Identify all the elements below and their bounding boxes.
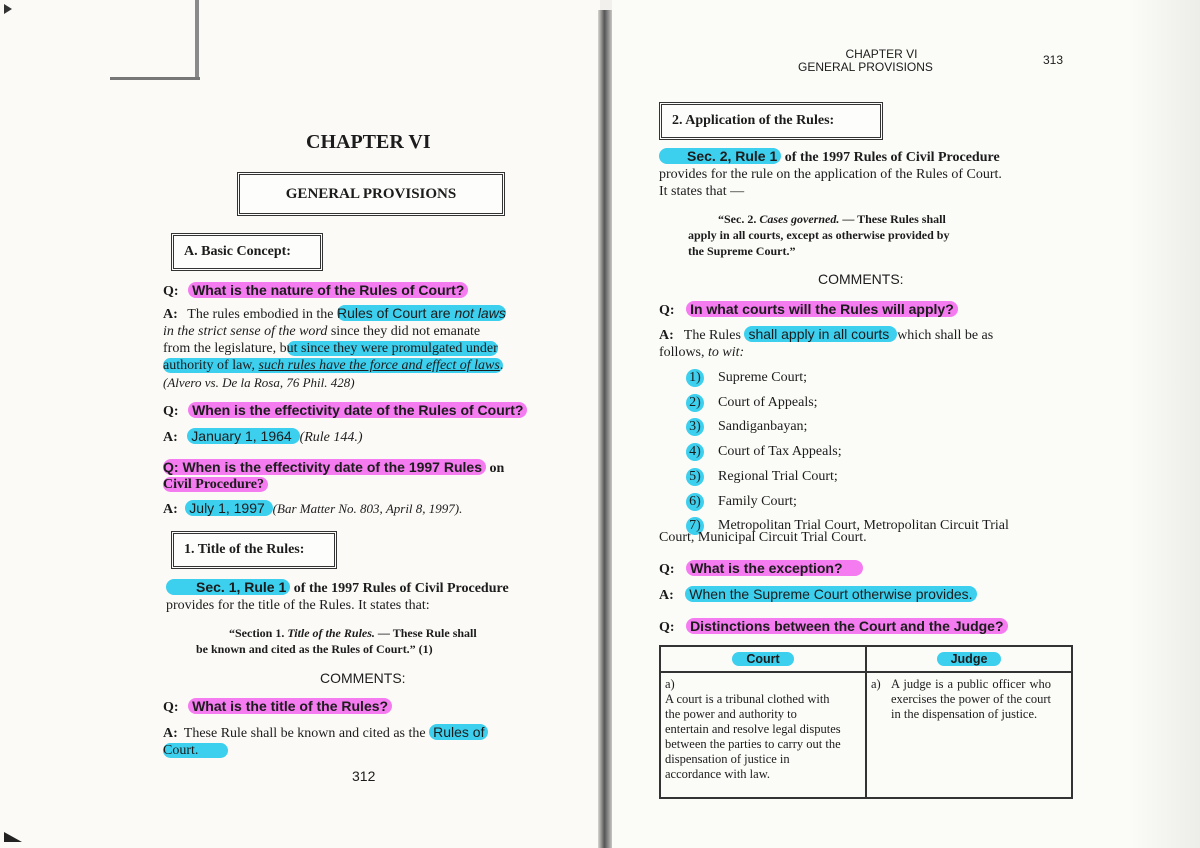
q-text: When is the effectivity date of the 1997 Rules [182, 459, 482, 475]
subsection-1-title: 1. Title of the Rules: [184, 542, 305, 557]
q-label: Q: [163, 404, 179, 419]
citation: (Rule 144.) [299, 430, 363, 445]
court-name: Supreme Court; [718, 370, 808, 385]
court-item [686, 415, 1009, 440]
table-header-court [660, 646, 866, 672]
a-label: A: [163, 726, 178, 741]
q-text: on [485, 461, 505, 476]
page-number-right: 313 [1043, 53, 1064, 67]
a-highlight: shall apply in all courts [744, 326, 897, 342]
courts-list [686, 366, 1009, 539]
court-item [686, 366, 1009, 391]
answer-1997-effectivity [163, 500, 462, 518]
running-header [798, 47, 933, 74]
subsection-a-box [171, 233, 323, 271]
citation: (Bar Matter No. 803, April 8, 1997). [272, 501, 463, 516]
q-label: Q: [659, 562, 675, 577]
sec-text: It states that — [659, 184, 745, 199]
sec-text: provides for the rule on the application of the Rules of Court. [659, 167, 1002, 182]
quote-text: — These Rules shall [839, 212, 946, 226]
a-highlight: Court. [163, 743, 228, 758]
question-exception [659, 560, 863, 578]
a-highlight: Rules of Court are [336, 305, 455, 321]
table-cell-court [660, 672, 866, 798]
a-label: A: [163, 430, 178, 445]
sec-highlight: Sec. 2, Rule 1 [659, 148, 781, 164]
quote-text: “Sec. 2. [718, 212, 760, 226]
court-name: Regional Trial Court; [718, 468, 838, 484]
a-highlight: January 1, 1964 [187, 428, 299, 444]
q-text: When is the effectivity date of the Rules of Court? [188, 402, 527, 418]
quote-text: apply in all courts, except as otherwise provided by [688, 228, 950, 242]
scan-edge [110, 77, 200, 80]
section-title-box [237, 172, 505, 216]
q-text: Distinctions between the Court and the Judge? [686, 618, 1007, 634]
court-name: Family Court; [718, 493, 797, 509]
cell-letter: a) [871, 677, 881, 691]
a-highlight: When the Supreme Court otherwise provides. [685, 586, 976, 602]
q-label: Q: [659, 620, 675, 635]
answer-title [163, 724, 488, 759]
a-text: from the legislature, b [163, 341, 287, 356]
court-item [686, 440, 1009, 465]
answer-nature [163, 305, 506, 391]
a-highlight: not laws [454, 305, 506, 321]
sec-text: of the 1997 Rules of Civil Procedure [781, 150, 1000, 165]
quote-section1 [196, 625, 477, 657]
court-item [686, 465, 1009, 490]
subsection-a-title: A. Basic Concept: [184, 244, 291, 259]
a-label: A: [659, 328, 674, 343]
section-title: GENERAL PROVISIONS [285, 186, 457, 202]
sec-highlight: Sec. 1, Rule 1 [166, 579, 290, 595]
a-text: since they did not emanate [327, 324, 481, 339]
page-edge [1130, 0, 1200, 848]
quote-text: Cases governed. [759, 212, 840, 226]
court-number: 3) [686, 418, 704, 436]
q-label: Q: [163, 459, 179, 475]
header-label: Judge [937, 652, 1002, 666]
a-label: A: [163, 307, 178, 322]
answer-exception [659, 586, 977, 604]
citation: (Alvero vs. De la Rosa, 76 Phil. 428) [163, 375, 355, 390]
q-text: What is the nature of the Rules of Court? [188, 282, 468, 298]
sec-text: provides for the title of the Rules. It states that: [166, 598, 430, 613]
a-text: The rules embodied in the [187, 307, 337, 322]
cell-text: A judge is a public officer who exercises the power of the court in the dispensation of justice. [891, 677, 1051, 721]
court-number: 6) [686, 493, 704, 511]
court-number: 7) [686, 517, 704, 535]
quote-section2 [688, 211, 949, 259]
q-label: Q: [659, 303, 675, 318]
question-courts [659, 301, 958, 319]
question-1997-effectivity [163, 459, 504, 493]
page-number-left: 312 [352, 768, 376, 784]
q-label: Q: [163, 284, 179, 299]
answer-courts [659, 326, 993, 361]
quote-text: Title of the Rules. [287, 626, 375, 640]
a-highlight: . [499, 358, 504, 373]
a-text: The Rules [683, 328, 745, 343]
a-label: A: [163, 502, 178, 517]
court-item [686, 490, 1009, 515]
question-title [163, 698, 392, 716]
a-text: which shall be as [897, 328, 994, 343]
subsection-1-box [171, 531, 337, 569]
cell-text: A court is a tribunal clothed with the power and authority to entertain and resolve legal disputes between the parties to carry out the dispensation of justice in accordance with law. [665, 692, 841, 781]
court-judge-table [659, 645, 1073, 799]
q-text: What is the exception? [686, 560, 862, 576]
comments-heading: COMMENTS: [818, 271, 904, 287]
court-item-continued: Court, Municipal Circuit Trial Court. [659, 530, 867, 545]
q-text: In what courts will the Rules will apply? [686, 301, 958, 317]
question-effectivity [163, 402, 527, 420]
a-text: to wit: [708, 345, 745, 360]
quote-text: the Supreme Court.” [688, 244, 796, 258]
scan-mark [4, 832, 22, 842]
table-header-judge [866, 646, 1072, 672]
court-name: Court of Tax Appeals; [718, 444, 842, 460]
q-text: Civil Procedure? [163, 477, 268, 492]
court-name: Court of Appeals; [718, 394, 818, 410]
court-name: Metropolitan Trial Court, Metropolitan Circuit Trial [718, 518, 1009, 534]
table-cell-judge [866, 672, 1072, 798]
sec1-paragraph [166, 579, 509, 614]
a-label: A: [659, 588, 674, 603]
quote-text: “Section 1. [229, 626, 288, 640]
header-line: GENERAL PROVISIONS [798, 60, 933, 74]
court-number: 2) [686, 394, 704, 412]
a-highlight: authority of law, [163, 358, 259, 373]
a-text: follows, [659, 345, 708, 360]
q-text: What is the title of the Rules? [188, 698, 392, 714]
header-label: Court [732, 652, 793, 666]
subsection-2-box [659, 102, 883, 140]
a-highlight: ut since they were promulgated under [286, 341, 498, 356]
court-number: 4) [686, 443, 704, 461]
quote-text: be known and cited as the Rules of Court.” (1) [196, 642, 433, 656]
a-text: in the strict sense of the word [163, 324, 328, 339]
scan-edge [195, 0, 199, 78]
q-label: Q: [163, 700, 179, 715]
answer-effectivity [163, 428, 363, 446]
court-number: 5) [686, 468, 704, 486]
scan-mark [4, 4, 12, 14]
sec-text: of the 1997 Rules of Civil Procedure [290, 581, 509, 596]
a-highlight: such rules have the force and effect of laws [258, 358, 500, 373]
court-item [686, 391, 1009, 416]
quote-text: — These Rule shall [374, 626, 477, 640]
question-distinctions [659, 618, 1008, 636]
a-text: These Rule shall be known and cited as the [183, 726, 430, 741]
a-highlight: Rules of [429, 724, 488, 740]
cell-letter: a) [665, 677, 675, 691]
header-line: CHAPTER VI [845, 47, 918, 61]
subsection-2-title: 2. Application of the Rules: [672, 113, 835, 128]
chapter-title: CHAPTER VI [306, 131, 431, 153]
comments-heading: COMMENTS: [320, 670, 406, 686]
question-nature [163, 282, 468, 300]
court-name: Sandiganbayan; [718, 419, 808, 435]
a-highlight: July 1, 1997 [185, 500, 272, 516]
court-number: 1) [686, 369, 704, 387]
sec2-paragraph [659, 148, 1002, 200]
